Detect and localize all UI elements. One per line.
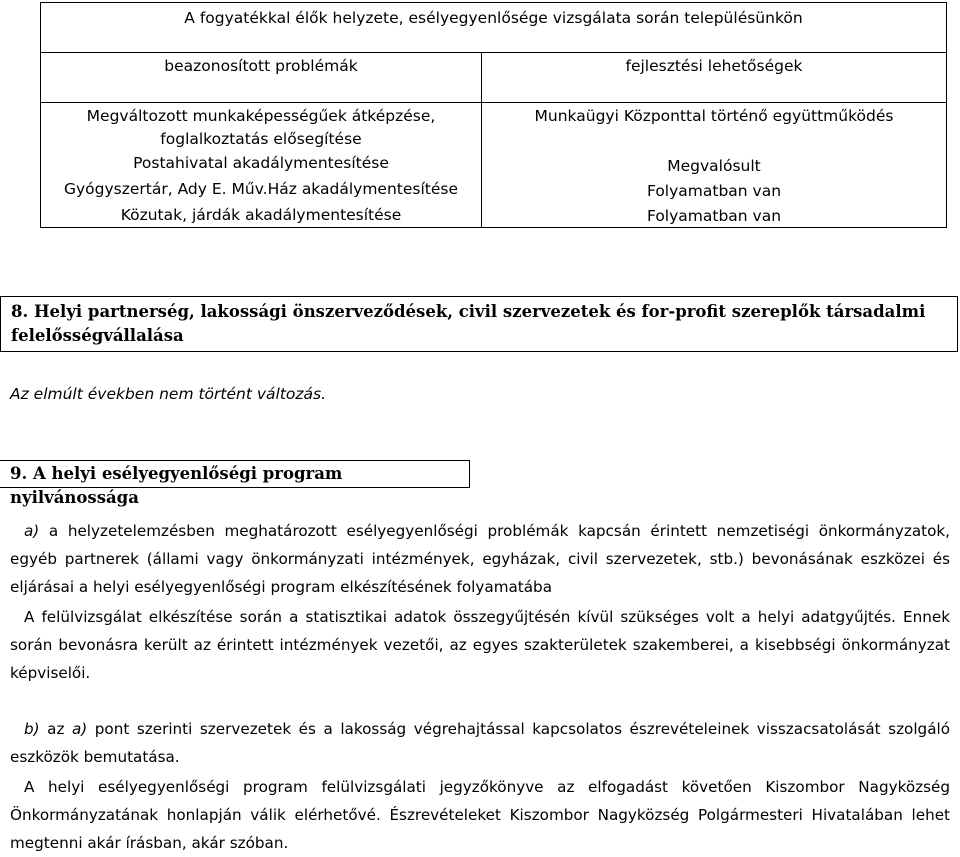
list-marker-a: a) [24,522,40,540]
section-9-b-text: pont szerinti szervezetek és a lakosság végrehajtással kapcsolatos észrevételeinek visszacsatolását szolgáló eszközök bemutatása. [10,720,951,766]
section-9-a-text: a helyzetelemzésben meghatározott esélyegyenlőségi problémák kapcsán érintett nemzetiségi önkormányzatok, egyéb partnerek (állami vagy önkormányzati intézmények, egyházak, civil szervezetek, stb.) bevonásának eszközei és eljárásai a helyi esélyegyenlőségi program elkészítésének folyamatába [10,522,951,596]
table-header-problems: beazonosított problémák [164,57,358,75]
table-title: A fogyatékkal élők helyzete, esélyegyenlősége vizsgálata során településünkön [184,9,803,27]
section-9-a-title [10,517,950,601]
section-8-heading: 8. Helyi partnerség, lakossági önszerveződések, civil szervezetek és for-profit szereplők társadalmi felelősségvállalása [0,296,958,352]
section-9-a-body: A felülvizsgálat elkészítése során a statisztikai adatok összegyűjtésén kívül szükséges volt a helyi adatgyűjtés. Ennek során bevonásra került az érintett intézmények vezetői, az egyes szakterületek szakemberei, a kisebbségi önkormányzat képviselői. [10,608,950,682]
section-9-b-title [10,715,950,771]
list-ref-a: a) [71,720,88,738]
table-row-problem: Közutak, járdák akadálymentesítése [120,206,402,224]
table-row-problem: foglalkoztatás elősegítése [160,130,362,148]
table-row-problem: Gyógyszertár, Ady E. Műv.Ház akadálymentesítése [63,180,459,198]
table-row-development: Folyamatban van [646,182,782,200]
table-row-development: Megvalósult [667,157,761,175]
table-header-development: fejlesztési lehetőségek [625,57,803,75]
table-row-development: Folyamatban van [646,207,782,225]
section-9-heading: 9. A helyi esélyegyenlőségi program nyilvánossága [0,460,470,488]
table-divider [41,52,946,53]
table-row-development: Munkaügyi Központtal történő együttműködés [534,107,894,125]
development-table [40,2,947,228]
section-9-b-pre: az [47,720,65,738]
section-9-b-body: A helyi esélyegyenlőségi program felülvizsgálati jegyzőkönyve az elfogadást követően Kiszombor Nagyközség Önkormányzatának honlapján válik elérhetővé. Észrevételeket Kiszombor Nagyközség Polgármesteri Hivatalában lehet megtenni akár írásban, akár szóban. [10,778,950,852]
list-marker-b: b) [24,720,40,738]
table-row-problem: Megváltozott munkaképességűek átképzése, [86,107,436,125]
table-divider [41,102,946,103]
table-row-problem: Postahivatal akadálymentesítése [133,154,389,172]
section-8-note: Az elmúlt években nem történt változás. [10,385,327,403]
